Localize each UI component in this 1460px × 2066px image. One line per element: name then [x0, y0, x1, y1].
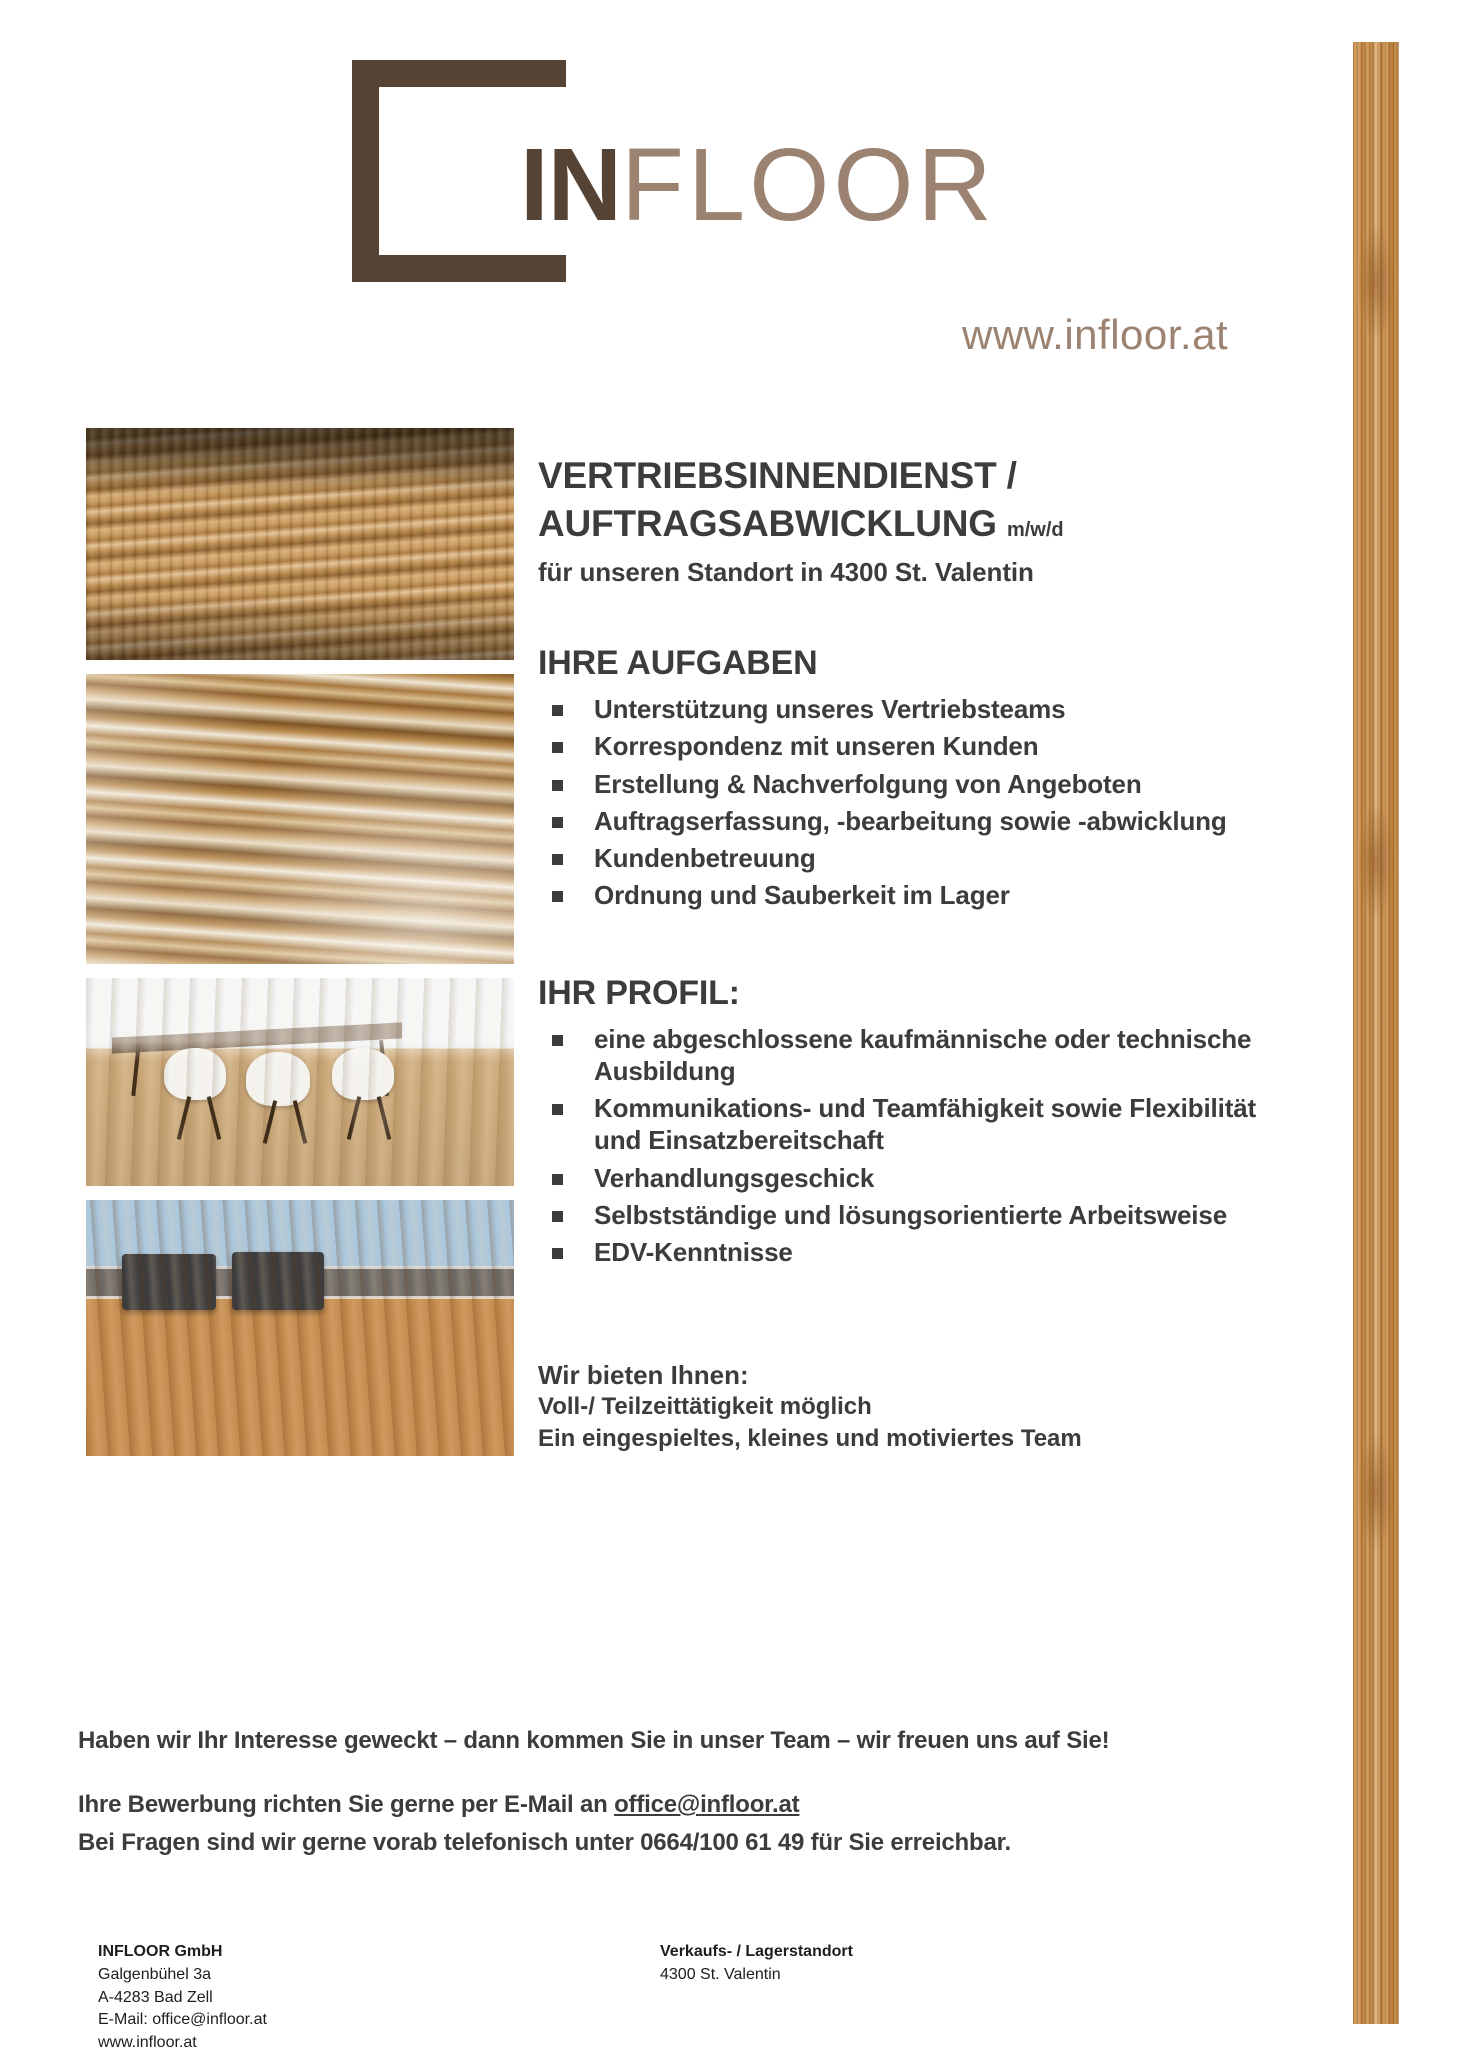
logo-word-floor: FLOOR: [621, 127, 996, 242]
tasks-list: [538, 693, 1298, 911]
footer-site-city: 4300 St. Valentin: [660, 1966, 781, 1983]
job-location: für unseren Standort in 4300 St. Valentin: [538, 557, 1034, 588]
list-item-text: Kundenbetreuung: [594, 843, 816, 874]
wood-grain-side-strip: [1353, 42, 1399, 2024]
questions-paragraph: Bei Fragen sind wir gerne vorab telefonisch unter 0664/100 61 49 für Sie erreichbar.: [78, 1829, 1011, 1857]
offer-line-1: Voll-/ Teilzeittätigkeit möglich: [538, 1393, 872, 1421]
list-item-text: Verhandlungsgeschick: [594, 1162, 875, 1193]
list-item-text: EDV-Kenntnisse: [594, 1237, 793, 1267]
gender-note: m/w/d: [1006, 519, 1064, 542]
list-item: [538, 693, 1298, 725]
footer-company-name: INFLOOR GmbH: [98, 1943, 223, 1960]
list-item: [538, 1199, 1298, 1231]
logo-word-in: IN: [520, 127, 621, 242]
closing-section: [78, 1725, 1338, 1859]
bullet-square-icon: [552, 742, 563, 753]
footer-company-email: E-Mail: office@infloor.at: [98, 2011, 267, 2029]
bullet-square-icon: [552, 1104, 563, 1115]
profile-section: [538, 974, 1298, 1269]
application-paragraph: [78, 1789, 1338, 1821]
job-title: [538, 452, 1298, 548]
list-item: [538, 1236, 1298, 1268]
photo-lumber-warehouse: [86, 428, 514, 660]
list-item-text: Selbstständige und lösungsorientierte Arbeitsweise: [594, 1199, 1228, 1230]
footer-site-block: [660, 1943, 853, 1987]
list-item: [538, 842, 1298, 874]
logo-wordmark: [520, 127, 996, 242]
list-item: [538, 805, 1298, 837]
list-item: [538, 879, 1298, 911]
list-item-text: Auftragserfassung, -bearbeitung sowie -abwicklung: [594, 805, 1227, 836]
bullet-square-icon: [552, 891, 563, 902]
footer-company-city: A-4283 Bad Zell: [98, 1988, 213, 2006]
job-content: [538, 452, 1298, 1455]
bullet-square-icon: [552, 1174, 563, 1185]
bullet-square-icon: [552, 1035, 563, 1046]
list-item: [538, 1162, 1298, 1194]
bullet-square-icon: [552, 817, 563, 828]
footer-company-web: www.infloor.at: [98, 2034, 197, 2052]
offer-heading: Wir bieten Ihnen:: [538, 1360, 749, 1391]
photo-column: [86, 428, 514, 1470]
job-title-line2: AUFTRAGSABWICKLUNG: [538, 503, 997, 545]
list-item-text: Erstellung & Nachverfolgung von Angeboten: [594, 768, 1142, 799]
application-email-link[interactable]: office@infloor.at: [614, 1791, 800, 1819]
list-item: [538, 768, 1298, 800]
photo-rooftop-terrace-decking: [86, 1200, 514, 1456]
logo-website-url: www.infloor.at: [962, 311, 1229, 358]
bullet-square-icon: [552, 854, 563, 865]
tasks-heading: IHRE AUFGABEN: [538, 644, 818, 683]
profile-heading: IHR PROFIL:: [538, 973, 740, 1012]
bullet-square-icon: [552, 780, 563, 791]
interest-paragraph: Haben wir Ihr Interesse geweckt – dann kommen Sie in unser Team – wir freuen uns auf Sie!: [78, 1727, 1110, 1754]
company-logo: [352, 48, 1229, 358]
job-title-line1: VERTRIEBSINNENDIENST /: [538, 455, 1017, 496]
photo-wood-panel-layers: [86, 674, 514, 964]
footer-company-block: [98, 1943, 267, 2055]
tasks-section: [538, 644, 1298, 911]
bullet-square-icon: [552, 1211, 563, 1222]
list-item: [538, 1092, 1298, 1156]
photo-dining-room-floor: [86, 978, 514, 1186]
footer-site-label: Verkaufs- / Lagerstandort: [660, 1943, 853, 1960]
list-item-text: Kommunikations- und Teamfähigkeit sowie Flexibilität und Einsatzbereitschaft: [594, 1093, 1257, 1156]
list-item-text: Korrespondenz mit unseren Kunden: [594, 731, 1039, 762]
application-prefix: Ihre Bewerbung richten Sie gerne per E-Mail an: [78, 1791, 615, 1819]
offer-section: [538, 1360, 1298, 1454]
list-item: [538, 730, 1298, 762]
list-item: [538, 1023, 1298, 1087]
list-item-text: eine abgeschlossene kaufmännische oder technische Ausbildung: [594, 1023, 1252, 1086]
list-item-text: Ordnung und Sauberkeit im Lager: [594, 880, 1010, 911]
bullet-square-icon: [552, 705, 563, 716]
list-item-text: Unterstützung unseres Vertriebsteams: [594, 694, 1066, 725]
bullet-square-icon: [552, 1248, 563, 1259]
offer-line-2: Ein eingespieltes, kleines und motiviertes Team: [538, 1424, 1082, 1452]
footer-company-street: Galgenbühel 3a: [98, 1966, 211, 1983]
profile-list: [538, 1023, 1298, 1269]
